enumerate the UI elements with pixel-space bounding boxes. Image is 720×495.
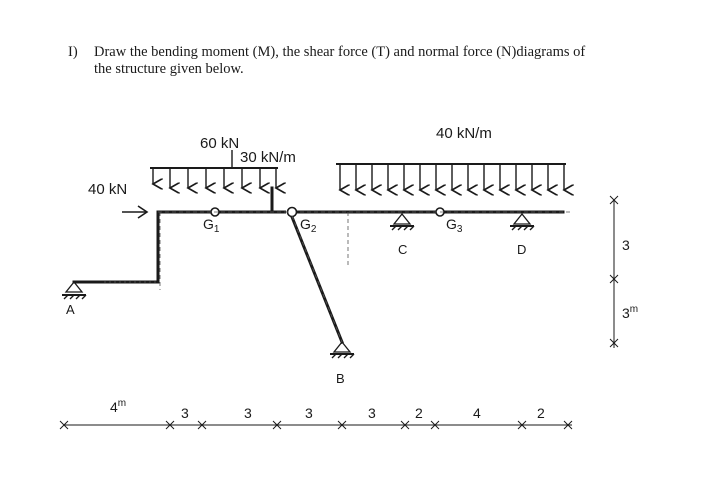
dim-h-0: 4$^m$ <box>110 398 127 415</box>
dim-h-1: 3 <box>181 405 189 421</box>
dim-h-5: 2 <box>415 405 423 421</box>
vertical-dimension-labels <box>622 237 638 321</box>
problem-text-line-1: Draw the bending moment (M), the shear force (T) and normal force (N)diagrams of <box>94 44 586 60</box>
vertical-dimension-line <box>610 196 618 348</box>
dim-h-7: 2 <box>537 405 545 421</box>
dim-h-6: 4 <box>473 405 481 421</box>
distributed-load-left <box>150 168 278 188</box>
dim-v-1: 3$^m$ <box>622 304 639 321</box>
problem-text-line-2: the structure given below. <box>94 61 244 77</box>
distributed-load-right <box>336 164 566 190</box>
label-hinge-G3: $G_3$ <box>446 216 463 235</box>
label-node-B: B <box>336 371 345 386</box>
dim-h-3: 3 <box>305 405 313 421</box>
label-node-D: D <box>517 242 527 257</box>
label-hinge-G1: $G_1$ <box>203 216 220 235</box>
dim-h-2: 3 <box>244 405 252 421</box>
label-dist-right: 40 kN/m <box>436 125 492 142</box>
label-horizontal-load: 40 kN <box>88 181 128 198</box>
support-B <box>330 342 354 358</box>
frame-members <box>74 188 563 342</box>
dashed-guides <box>104 212 570 342</box>
dim-v-0: 3 <box>622 237 630 253</box>
support-A <box>62 282 86 299</box>
horizontal-dimension-labels <box>110 398 545 421</box>
support-D <box>510 214 534 230</box>
support-C <box>390 214 414 230</box>
label-node-A: A <box>66 302 75 317</box>
problem-number: I) <box>68 44 78 60</box>
label-point-load: 60 kN <box>200 135 240 152</box>
horizontal-load-arrow <box>122 206 147 218</box>
label-hinge-G2: $G_2$ <box>300 216 317 235</box>
hinge-G2 <box>288 208 297 217</box>
horizontal-dimension-line <box>60 421 572 429</box>
dim-h-4: 3 <box>368 405 376 421</box>
label-node-C: C <box>398 242 408 257</box>
label-dist-left: 30 kN/m <box>240 149 296 166</box>
